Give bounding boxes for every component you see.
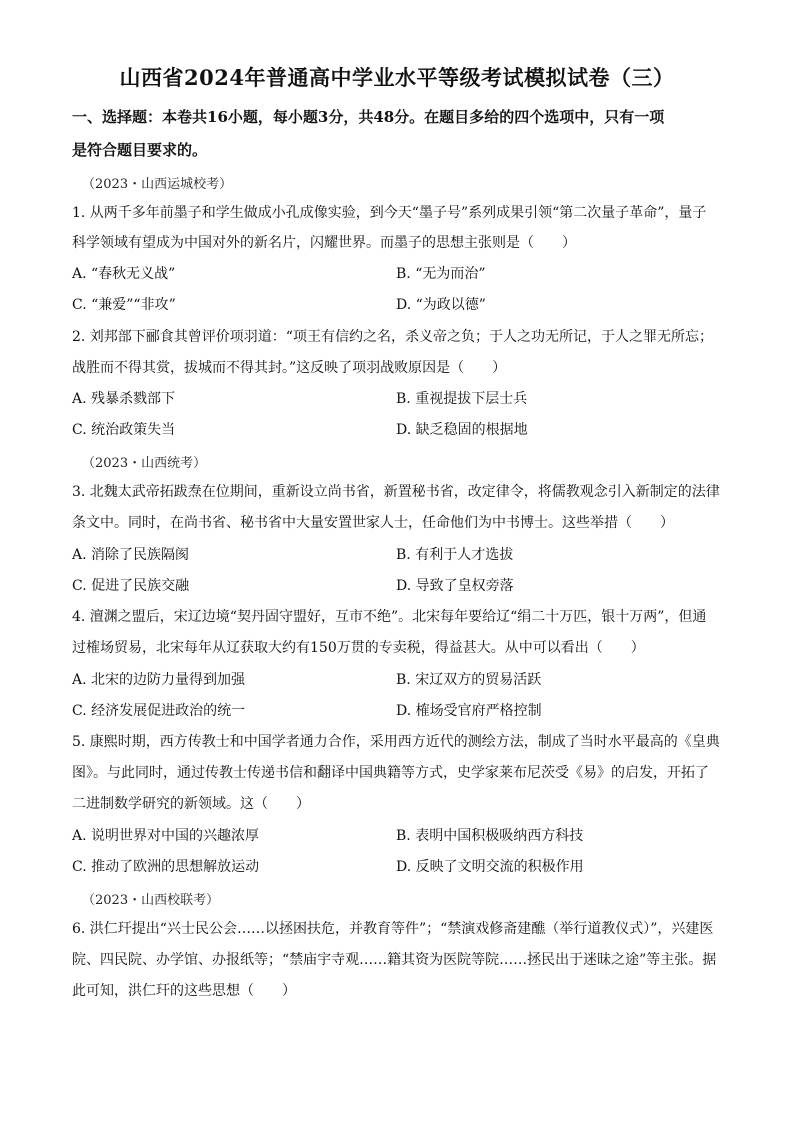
question-6-line-2: 院、四民院、办学馆、办报纸等；“禁庙宇寺观……籍其资为医院等院……拯民出于迷昧之途”等主张。据: [72, 952, 717, 968]
question-5-line-1: 5. 康熙时期，西方传教士和中国学者通力合作，采用西方近代的测绘方法，制成了当时水平最高的《皇典: [72, 734, 720, 750]
question-5-option-b: B. 表明中国积极吸纳西方科技: [396, 828, 584, 844]
section-heading-line1: 一、选择题：本卷共16小题，每小题3分，共48分。在题目多给的四个选项中，只有一项: [72, 108, 665, 126]
question-3-option-a: A. 消除了民族隔阂: [72, 547, 190, 563]
question-4-line-1: 4. 澶渊之盟后，宋辽边境“契丹固守盟好，互市不绝”。北宋每年要给辽“绢二十万匹，银十万两”，但通: [72, 609, 707, 625]
question-4-option-b: B. 宋辽双方的贸易活跃: [396, 672, 542, 688]
question-1-line-2: 科学领域有望成为中国对外的新名片，闪耀世界。而墨子的思想主张则是（ ）: [72, 235, 576, 251]
question-4-option-a: A. 北宋的边防力量得到加强: [72, 672, 246, 688]
question-2-option-c: C. 统治政策失当: [72, 422, 176, 438]
section-heading-line2: 是符合题目要求的。: [72, 141, 208, 159]
question-4-option-c: C. 经济发展促进政治的统一: [72, 703, 246, 719]
question-5-option-a: A. 说明世界对中国的兴趣浓厚: [72, 828, 260, 844]
question-2-option-a: A. 残暴杀戮部下: [72, 391, 176, 407]
question-6-line-3: 此可知，洪仁玕的这些思想（ ）: [72, 983, 296, 999]
question-1-option-b: B. “无为而治”: [396, 266, 486, 282]
question-3-line-1: 3. 北魏太武帝拓跋焘在位期间，重新设立尚书省，新置秘书省，改定律令，将儒教观念引入新制定的法律: [72, 484, 720, 500]
question-1-option-a: A. “春秋无义战”: [72, 266, 176, 282]
question-3-option-b: B. 有利于人才选拔: [396, 547, 514, 563]
question-2-option-d: D. 缺乏稳固的根据地: [396, 422, 528, 438]
question-source: （2023・山西校联考）: [82, 893, 220, 908]
question-1-option-d: D. “为政以德”: [396, 297, 486, 313]
question-source: （2023・山西统考）: [82, 456, 207, 471]
question-5-line-2: 图》。与此同时，通过传教士传递书信和翻译中国典籍等方式，史学家莱布尼茨受《易》的启发，开拓了: [72, 765, 709, 781]
exam-title: 山西省2024年普通高中学业水平等级考试模拟试卷（三）: [119, 65, 675, 90]
question-1-line-1: 1. 从两千多年前墨子和学生做成小孔成像实验，到今天“墨子号”系列成果引领“第二次量子革命”，量子: [72, 205, 707, 221]
question-3-line-2: 条文中。同时，在尚书省、秘书省中大量安置世家人士，任命他们为中书博士。这些举措（ ）: [72, 515, 674, 531]
question-5-line-3: 二进制数学研究的新领域。这（ ）: [72, 796, 310, 812]
question-3-option-d: D. 导致了皇权旁落: [396, 578, 514, 594]
question-2-option-b: B. 重视提拔下层士兵: [396, 391, 528, 407]
question-5-option-d: D. 反映了文明交流的积极作用: [396, 859, 584, 875]
question-5-option-c: C. 推动了欧洲的思想解放运动: [72, 859, 260, 875]
question-2-line-2: 战胜而不得其赏，拔城而不得其封。”这反映了项羽战败原因是（ ）: [72, 360, 507, 376]
question-3-option-c: C. 促进了民族交融: [72, 578, 190, 594]
question-6-line-1: 6. 洪仁玕提出“兴士民公会……以拯困扶危，并教育等件”；“禁演戏修斋建醮（举行道教仪式）”，兴建医: [72, 921, 714, 937]
question-1-option-c: C. “兼爱”“非攻”: [72, 297, 176, 313]
question-4-option-d: D. 榷场受官府严格控制: [396, 703, 542, 719]
question-2-line-1: 2. 刘邦部下郦食其曾评价项羽道：“项王有信约之名，杀义帝之负；于人之功无所记，于人之罪无所忘；: [72, 329, 713, 345]
question-source: （2023・山西运城校考）: [82, 177, 233, 192]
question-4-line-2: 过榷场贸易，北宋每年从辽获取大约有150万贯的专卖税，得益甚大。从中可以看出（ ）: [72, 640, 645, 656]
